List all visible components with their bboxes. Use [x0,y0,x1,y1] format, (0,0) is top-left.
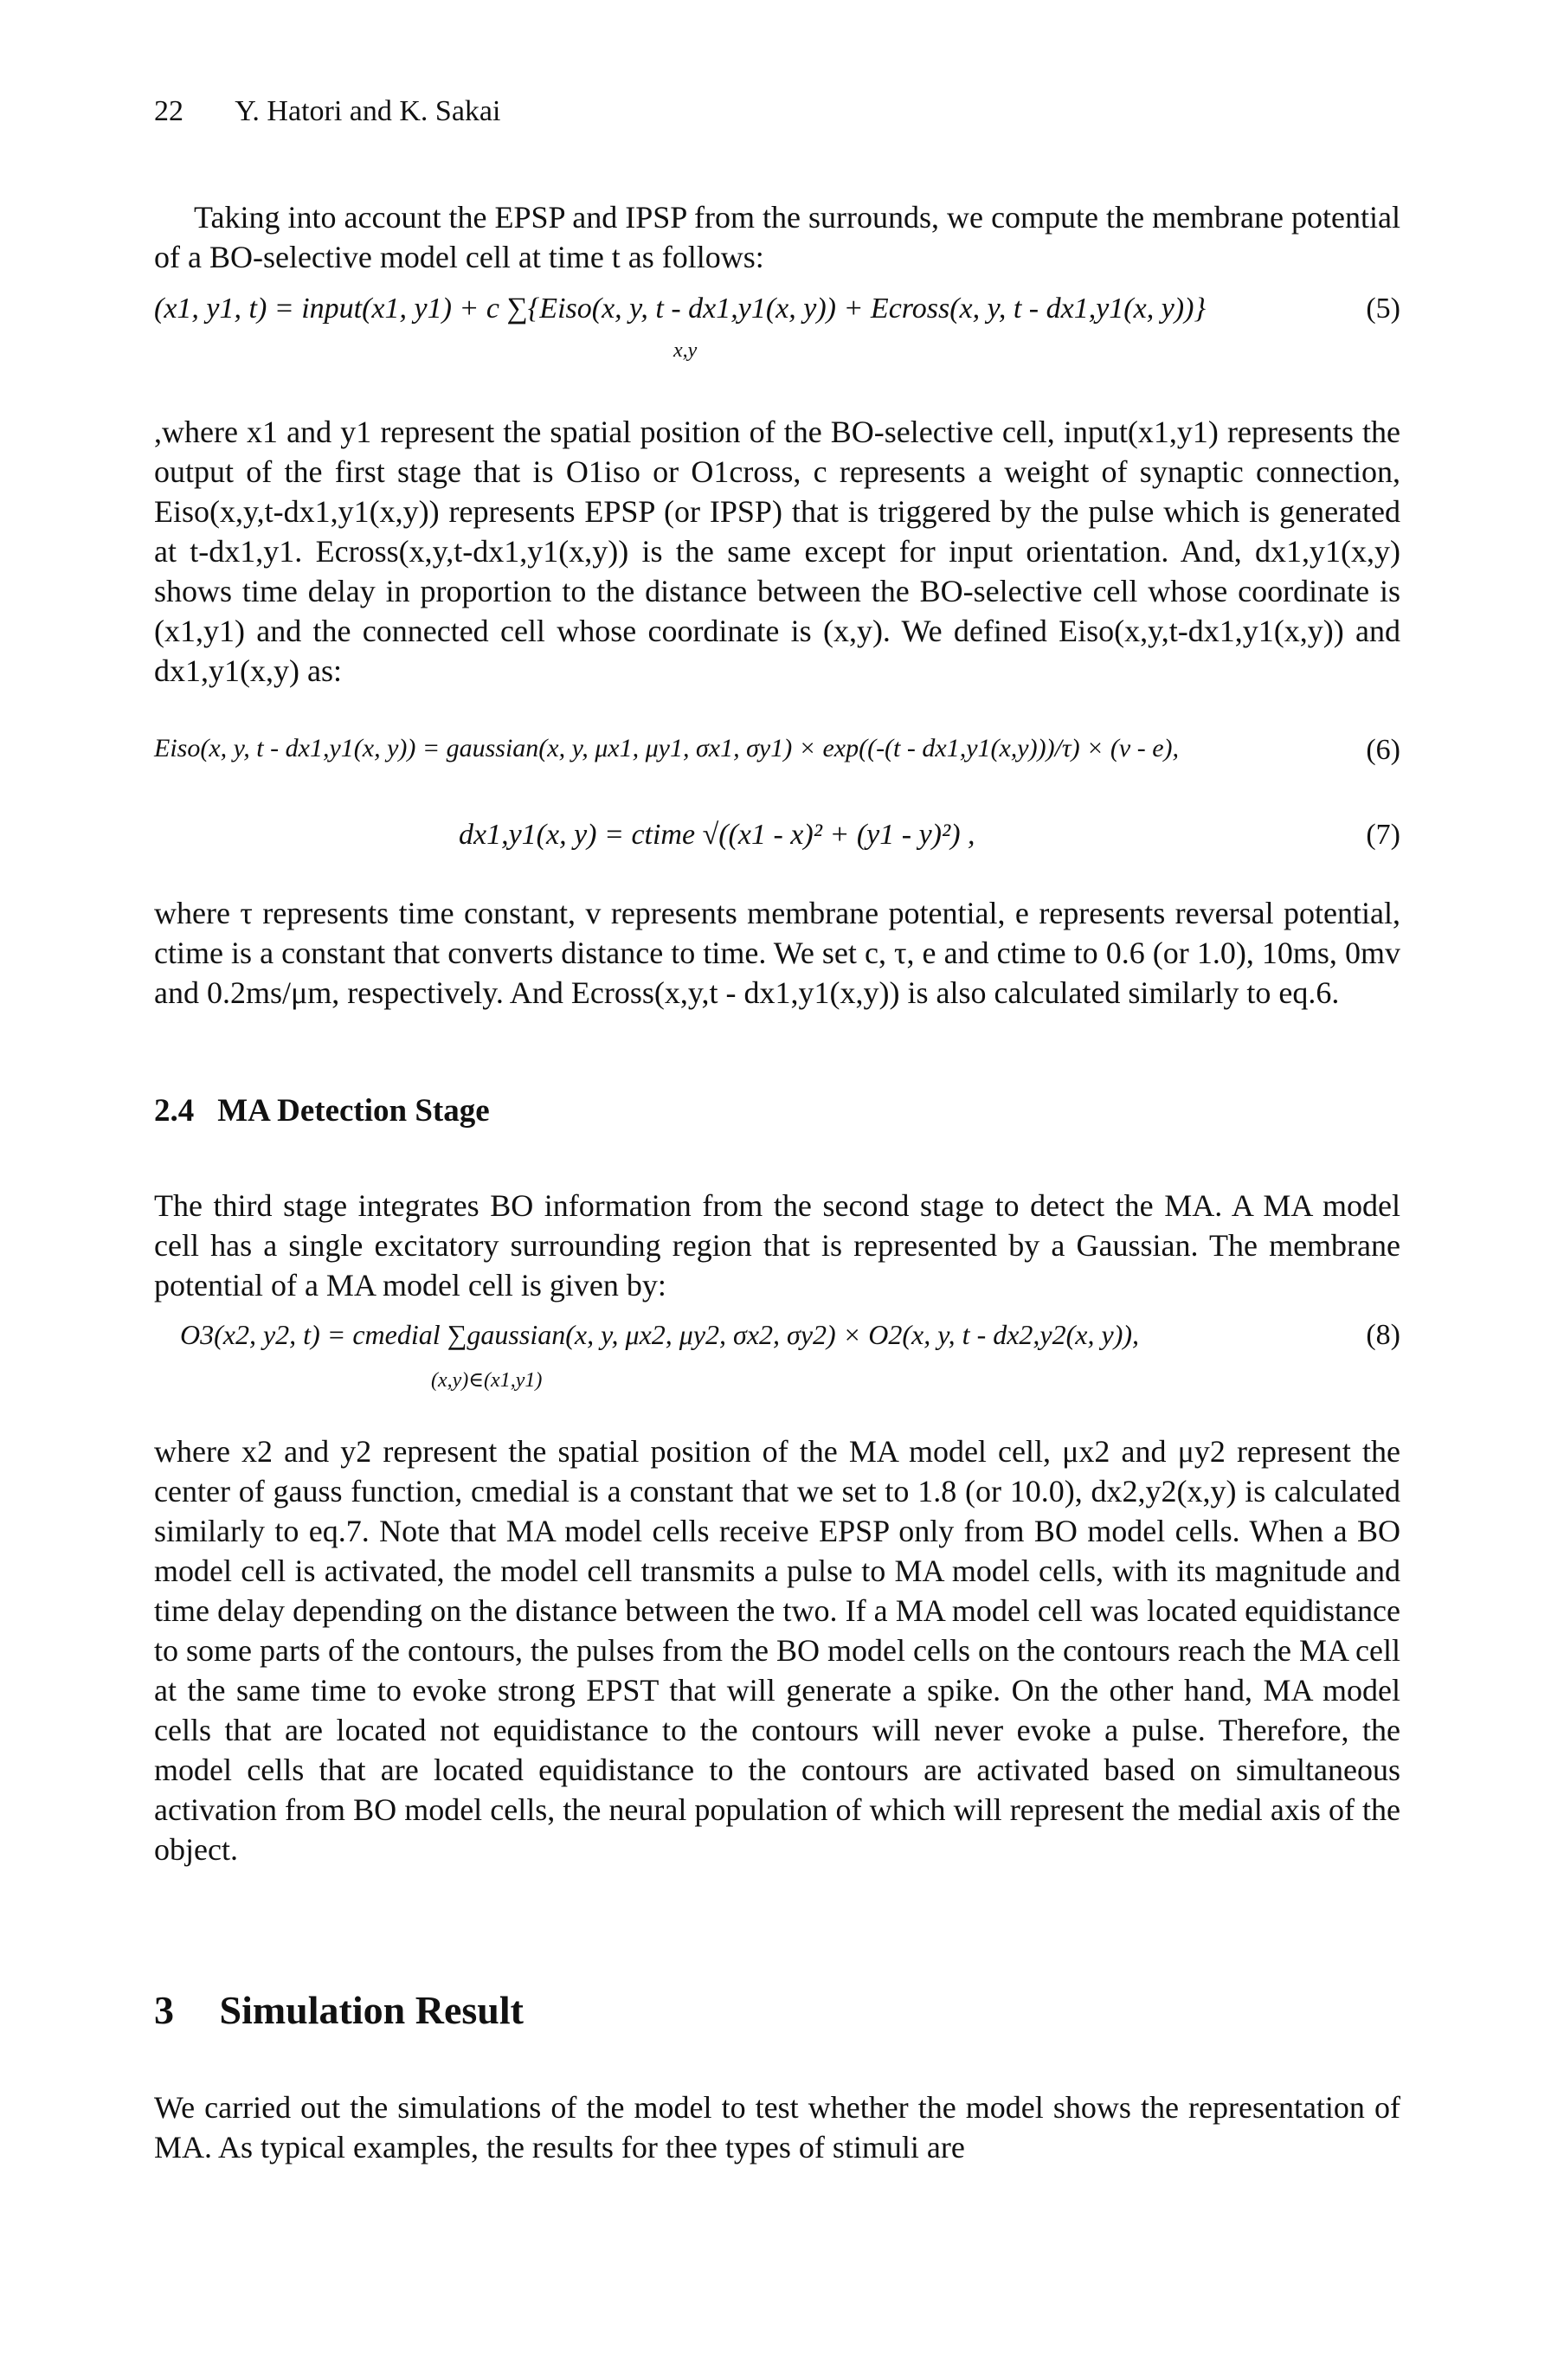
paper-page [154,0,1400,2380]
equation-5 [154,293,1400,362]
paragraph-definitions: ,where x1 and y1 represent the spatial position of the BO-selective cell, input(x1,y1) represents the output of the first stage that is O1iso or O1cross, c represents a weight of synaptic connection, Eiso(x,y,t-dx1,y1(x,y)) represents EPSP (or IPSP) that is triggered by the pulse which is generated at t-dx1,y1. Ecross(x,y,t-dx1,y1(x,y)) is the same except for input orientation. And, dx1,y1(x,y) shows time delay in proportion to the distance between the BO-selective cell whose coordinate is (x1,y1) and the connected cell whose coordinate is (x,y). We defined Eiso(x,y,t-dx1,y1(x,y)) and dx1,y1(x,y) as: [154,415,1400,688]
running-head-authors: Y. Hatori and K. Sakai [235,95,501,127]
equation-7-number: (7) [1366,819,1400,851]
page-number: 22 [154,95,183,127]
paragraph-ma-explanation: where x2 and y2 represent the spatial position of the MA model cell, μx2 and μy2 represent the center of gauss function, cmedial is a constant that we set to 1.8 (or 10.0), dx2,y2(x,y) is calculated similarly to eq.7. Note that MA model cells receive EPSP only from BO model cells. When a BO model cell is activated, the model cell transmits a pulse to MA model cells, with its magnitude and time delay depending on the distance between the two. If a MA model cell was located equidistance to some parts of the contours, the pulses from the BO model cells on the contours reach the MA cell at the same time to evoke strong EPST that will generate a spike. On the other hand, MA model cells that are located not equidistance to the contours will never evoke a pulse. Therefore, the model cells that are located equidistance to the contours are activated based on simultaneous activation from BO model cells, the neural population of which will represent the medial axis of the object. [154,1434,1400,1867]
paragraph-simulation: We carried out the simulations of the model to test whether the model shows the representation of MA. As typical examples, the results for thee types of stimuli are [154,2090,1400,2165]
paragraph-ma-stage: The third stage integrates BO information from the second stage to detect the MA. A MA model cell has a single excitatory surrounding region that is represented by a Gaussian. The membrane potential of a MA model cell is given by: [154,1188,1400,1303]
equation-8-sum-index: (x,y)∈(x1,y1) [431,1369,543,1392]
section-2-4-title: MA Detection Stage [217,1093,490,1129]
equation-8-number: (8) [1366,1319,1400,1351]
equation-6-body: Eiso(x, y, t - dx1,y1(x, y)) = gaussian(x, y, μx1, μy1, σx1, σy1) × exp((-(t - dx1,y1(x,y)))/τ) × (v - e), [154,734,1180,762]
equation-6-number: (6) [1366,734,1400,766]
section-heading-3 [154,1987,524,2033]
section-2-4-number: 2.4 [154,1093,195,1129]
section-3-number: 3 [154,1988,174,2032]
equation-6 [154,734,1400,786]
paragraph-intro: Taking into account the EPSP and IPSP from the surrounds, we compute the membrane potential of a BO-selective model cell at time t as follows: [154,200,1400,274]
equation-5-number: (5) [1366,293,1400,325]
equation-5-body: (x1, y1, t) = input(x1, y1) + c ∑{Eiso(x, y, t - dx1,y1(x, y)) + Ecross(x, y, t - dx1,y1(x, y))} [154,293,1207,325]
section-heading-2-4 [154,1092,490,1129]
equation-8-body: O3(x2, y2, t) = cmedial ∑gaussian(x, y, μx2, μy2, σx2, σy2) × O2(x, y, t - dx2,y2(x, y)), [180,1319,1139,1350]
running-head [154,95,500,128]
equation-7 [154,819,1400,871]
equation-8 [154,1319,1400,1392]
equation-5-sum-index: x,y [673,339,698,362]
section-3-title: Simulation Result [219,1988,524,2032]
paragraph-constants: where τ represents time constant, v represents membrane potential, e represents reversal potential, ctime is a constant that converts distance to time. We set c, τ, e and ctime to 0.6 (or 1.0), 10ms, 0mv and 0.2ms/μm, respectively. And Ecross(x,y,t - dx1,y1(x,y)) is also calculated similarly to eq.6. [154,896,1400,1010]
equation-7-body: dx1,y1(x, y) = ctime √((x1 - x)² + (y1 - y)²) , [459,819,975,851]
